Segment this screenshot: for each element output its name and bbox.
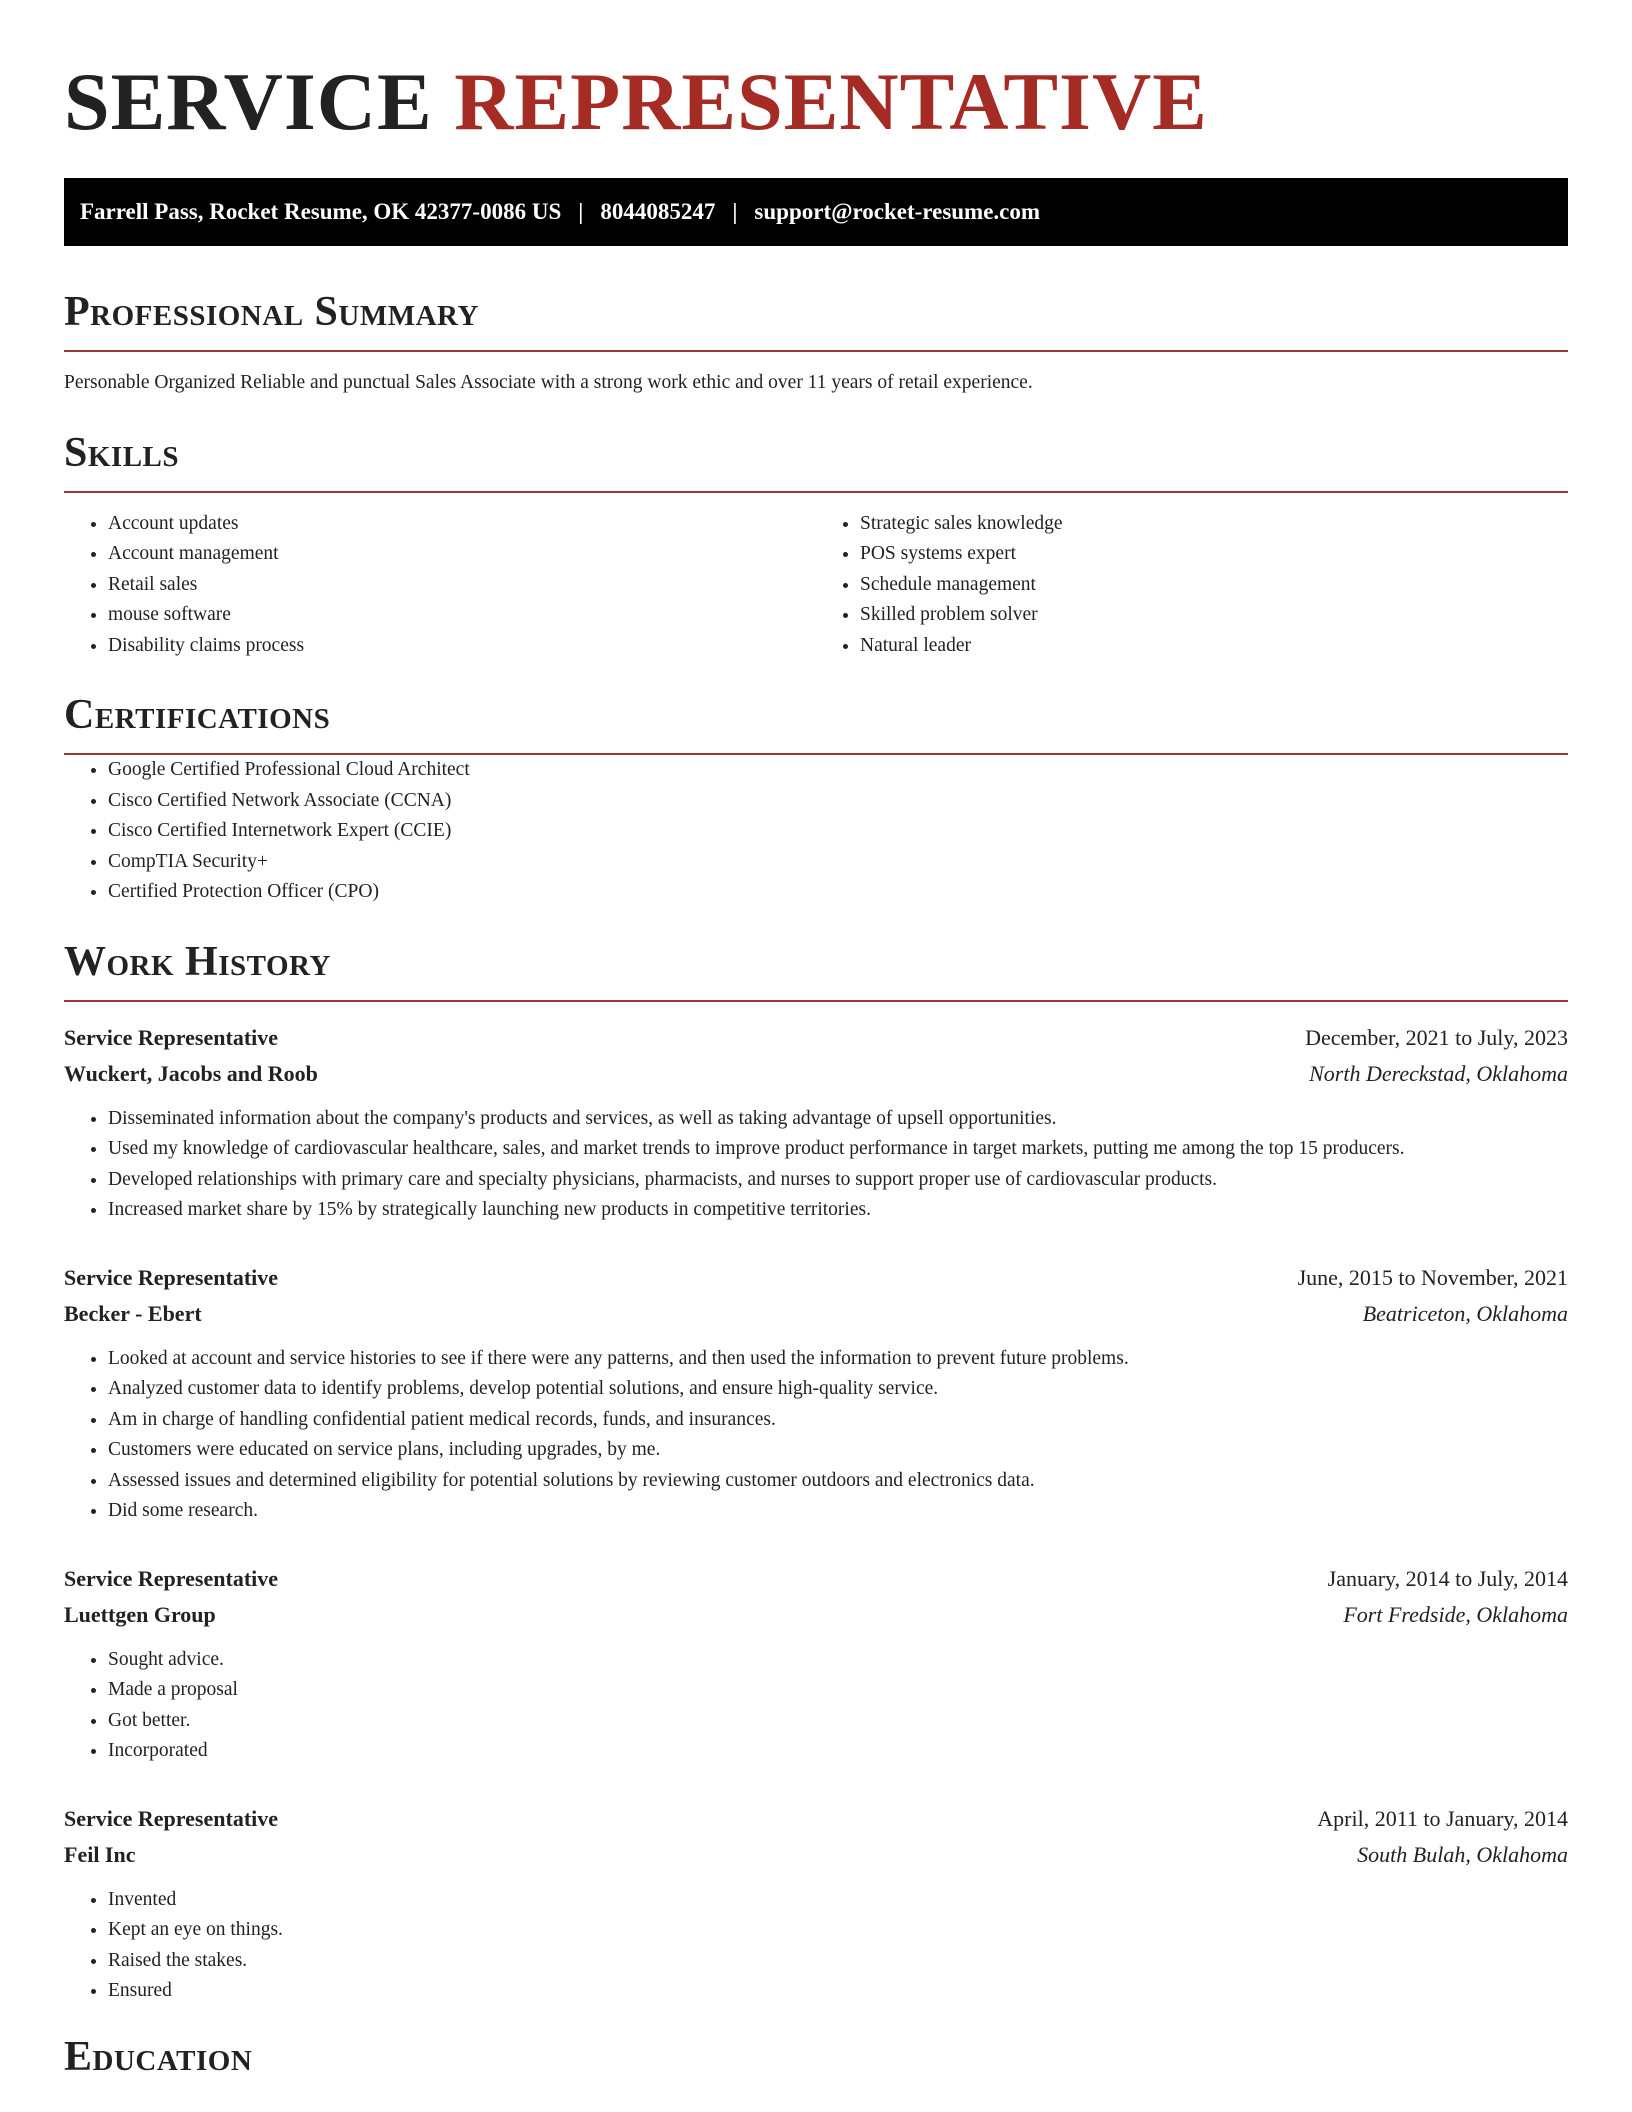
job-bullet: • Used my knowledge of cardiovascular healthcare, sales, and market trends to improve product performance in target markets, putting me among the top 15 producers. bbox=[108, 1134, 1568, 1165]
certification-item: • CompTIA Security+ bbox=[108, 847, 1568, 878]
skill-item: • Account management bbox=[108, 539, 816, 570]
skill-item: • Schedule management bbox=[860, 570, 1568, 601]
job-bullet: • Kept an eye on things. bbox=[108, 1915, 1568, 1946]
job-dates: December, 2021 to July, 2023 bbox=[1305, 1024, 1568, 1050]
summary-section bbox=[64, 286, 1568, 399]
job-company: Becker - Ebert bbox=[64, 1300, 202, 1326]
section-title-skills: Skills bbox=[64, 429, 180, 476]
skill-item: • Retail sales bbox=[108, 570, 816, 601]
contact-address: Farrell Pass, Rocket Resume, OK 42377-0086 US bbox=[80, 199, 562, 224]
job-bullet: • Customers were educated on service plans, including upgrades, by me. bbox=[108, 1435, 1568, 1466]
job-bullets bbox=[64, 1645, 1568, 1767]
name-last: REPRESENTATIVE bbox=[454, 56, 1208, 147]
job-header-row bbox=[64, 1260, 1568, 1296]
skills-section bbox=[64, 427, 1568, 662]
job-title: Service Representative bbox=[64, 1565, 279, 1591]
skill-item: • mouse software bbox=[108, 600, 816, 631]
name-first: SERVICE bbox=[64, 56, 433, 147]
job-bullet: • Got better. bbox=[108, 1706, 1568, 1737]
skill-item: • Natural leader bbox=[860, 631, 1568, 662]
section-title-education: Education bbox=[64, 2033, 253, 2080]
job-bullets bbox=[64, 1344, 1568, 1527]
certification-item: • Certified Protection Officer (CPO) bbox=[108, 877, 1568, 908]
section-divider bbox=[64, 1000, 1568, 1002]
job-bullet: • Developed relationships with primary care and specialty physicians, pharmacists, and nurses to support proper use of cardiovascular products. bbox=[108, 1165, 1568, 1196]
job-bullets bbox=[64, 1104, 1568, 1226]
job-company-row bbox=[64, 1837, 1568, 1873]
job-company-row bbox=[64, 1296, 1568, 1332]
job-entry bbox=[64, 1561, 1568, 1767]
job-location: Beatriceton, Oklahoma bbox=[1362, 1300, 1568, 1326]
section-title-summary: Professional Summary bbox=[64, 289, 479, 335]
certifications-list bbox=[64, 755, 1568, 908]
job-bullet: • Raised the stakes. bbox=[108, 1946, 1568, 1977]
job-entry bbox=[64, 1260, 1568, 1527]
skills-list-right bbox=[816, 509, 1568, 662]
certifications-section bbox=[64, 689, 1568, 908]
job-company-row bbox=[64, 1597, 1568, 1633]
resume-name bbox=[64, 54, 1568, 150]
skill-item: • Disability claims process bbox=[108, 631, 816, 662]
job-dates: June, 2015 to November, 2021 bbox=[1297, 1264, 1568, 1290]
skill-item: • POS systems expert bbox=[860, 539, 1568, 570]
contact-email: support@rocket-resume.com bbox=[754, 199, 1041, 224]
job-company-row bbox=[64, 1056, 1568, 1092]
skill-item: • Account updates bbox=[108, 509, 816, 540]
job-bullets bbox=[64, 1885, 1568, 2007]
job-title: Service Representative bbox=[64, 1264, 279, 1290]
certification-item: • Cisco Certified Network Associate (CCNA) bbox=[108, 786, 1568, 817]
section-divider bbox=[64, 350, 1568, 352]
job-bullet: • Incorporated bbox=[108, 1736, 1568, 1767]
job-header-row bbox=[64, 1801, 1568, 1837]
job-dates: April, 2011 to January, 2014 bbox=[1317, 1805, 1568, 1831]
contact-phone: 8044085247 bbox=[600, 199, 716, 224]
job-location: South Bulah, Oklahoma bbox=[1357, 1841, 1568, 1867]
job-bullet: • Sought advice. bbox=[108, 1645, 1568, 1676]
job-bullet: • Ensured bbox=[108, 1976, 1568, 2007]
section-title-certifications: Certifications bbox=[64, 692, 331, 738]
work-history-section bbox=[64, 936, 1568, 2007]
job-company: Wuckert, Jacobs and Roob bbox=[64, 1060, 318, 1086]
job-title: Service Representative bbox=[64, 1024, 279, 1050]
job-title: Service Representative bbox=[64, 1805, 279, 1831]
job-location: North Dereckstad, Oklahoma bbox=[1309, 1060, 1568, 1086]
job-dates: January, 2014 to July, 2014 bbox=[1327, 1565, 1568, 1591]
summary-text: Personable Organized Reliable and punctual Sales Associate with a strong work ethic and over 11 years of retail experience. bbox=[64, 372, 1033, 393]
job-bullet: • Increased market share by 15% by strategically launching new products in competitive territories. bbox=[108, 1195, 1568, 1226]
job-bullet: • Disseminated information about the company's products and services, as well as taking advantage of upsell opportunities. bbox=[108, 1104, 1568, 1135]
section-title-work-history: Work History bbox=[64, 938, 331, 985]
education-section bbox=[64, 2031, 1568, 2083]
job-company: Luettgen Group bbox=[64, 1601, 216, 1627]
job-bullet: • Invented bbox=[108, 1885, 1568, 1916]
job-company: Feil Inc bbox=[64, 1841, 136, 1867]
certification-item: • Google Certified Professional Cloud Architect bbox=[108, 755, 1568, 786]
job-header-row bbox=[64, 1561, 1568, 1597]
job-location: Fort Fredside, Oklahoma bbox=[1343, 1601, 1568, 1627]
job-header-row bbox=[64, 1020, 1568, 1056]
job-entry bbox=[64, 1020, 1568, 1226]
job-bullet: • Looked at account and service histories to see if there were any patterns, and then used the information to prevent future problems. bbox=[108, 1344, 1568, 1375]
job-bullet: • Am in charge of handling confidential patient medical records, funds, and insurances. bbox=[108, 1405, 1568, 1436]
job-bullet: • Analyzed customer data to identify problems, develop potential solutions, and ensure high-quality service. bbox=[108, 1374, 1568, 1405]
job-entry bbox=[64, 1801, 1568, 2007]
skill-item: • Strategic sales knowledge bbox=[860, 509, 1568, 540]
contact-separator: | bbox=[578, 199, 584, 224]
skill-item: • Skilled problem solver bbox=[860, 600, 1568, 631]
section-divider bbox=[64, 491, 1568, 493]
job-bullet: • Made a proposal bbox=[108, 1675, 1568, 1706]
contact-separator: | bbox=[732, 199, 738, 224]
job-bullet: • Assessed issues and determined eligibility for potential solutions by reviewing customer outdoors and electronics data. bbox=[108, 1466, 1568, 1497]
certification-item: • Cisco Certified Internetwork Expert (CCIE) bbox=[108, 816, 1568, 847]
skills-list-left bbox=[64, 509, 816, 662]
contact-bar bbox=[64, 178, 1568, 246]
job-bullet: • Did some research. bbox=[108, 1496, 1568, 1527]
skills-grid bbox=[64, 509, 1568, 662]
